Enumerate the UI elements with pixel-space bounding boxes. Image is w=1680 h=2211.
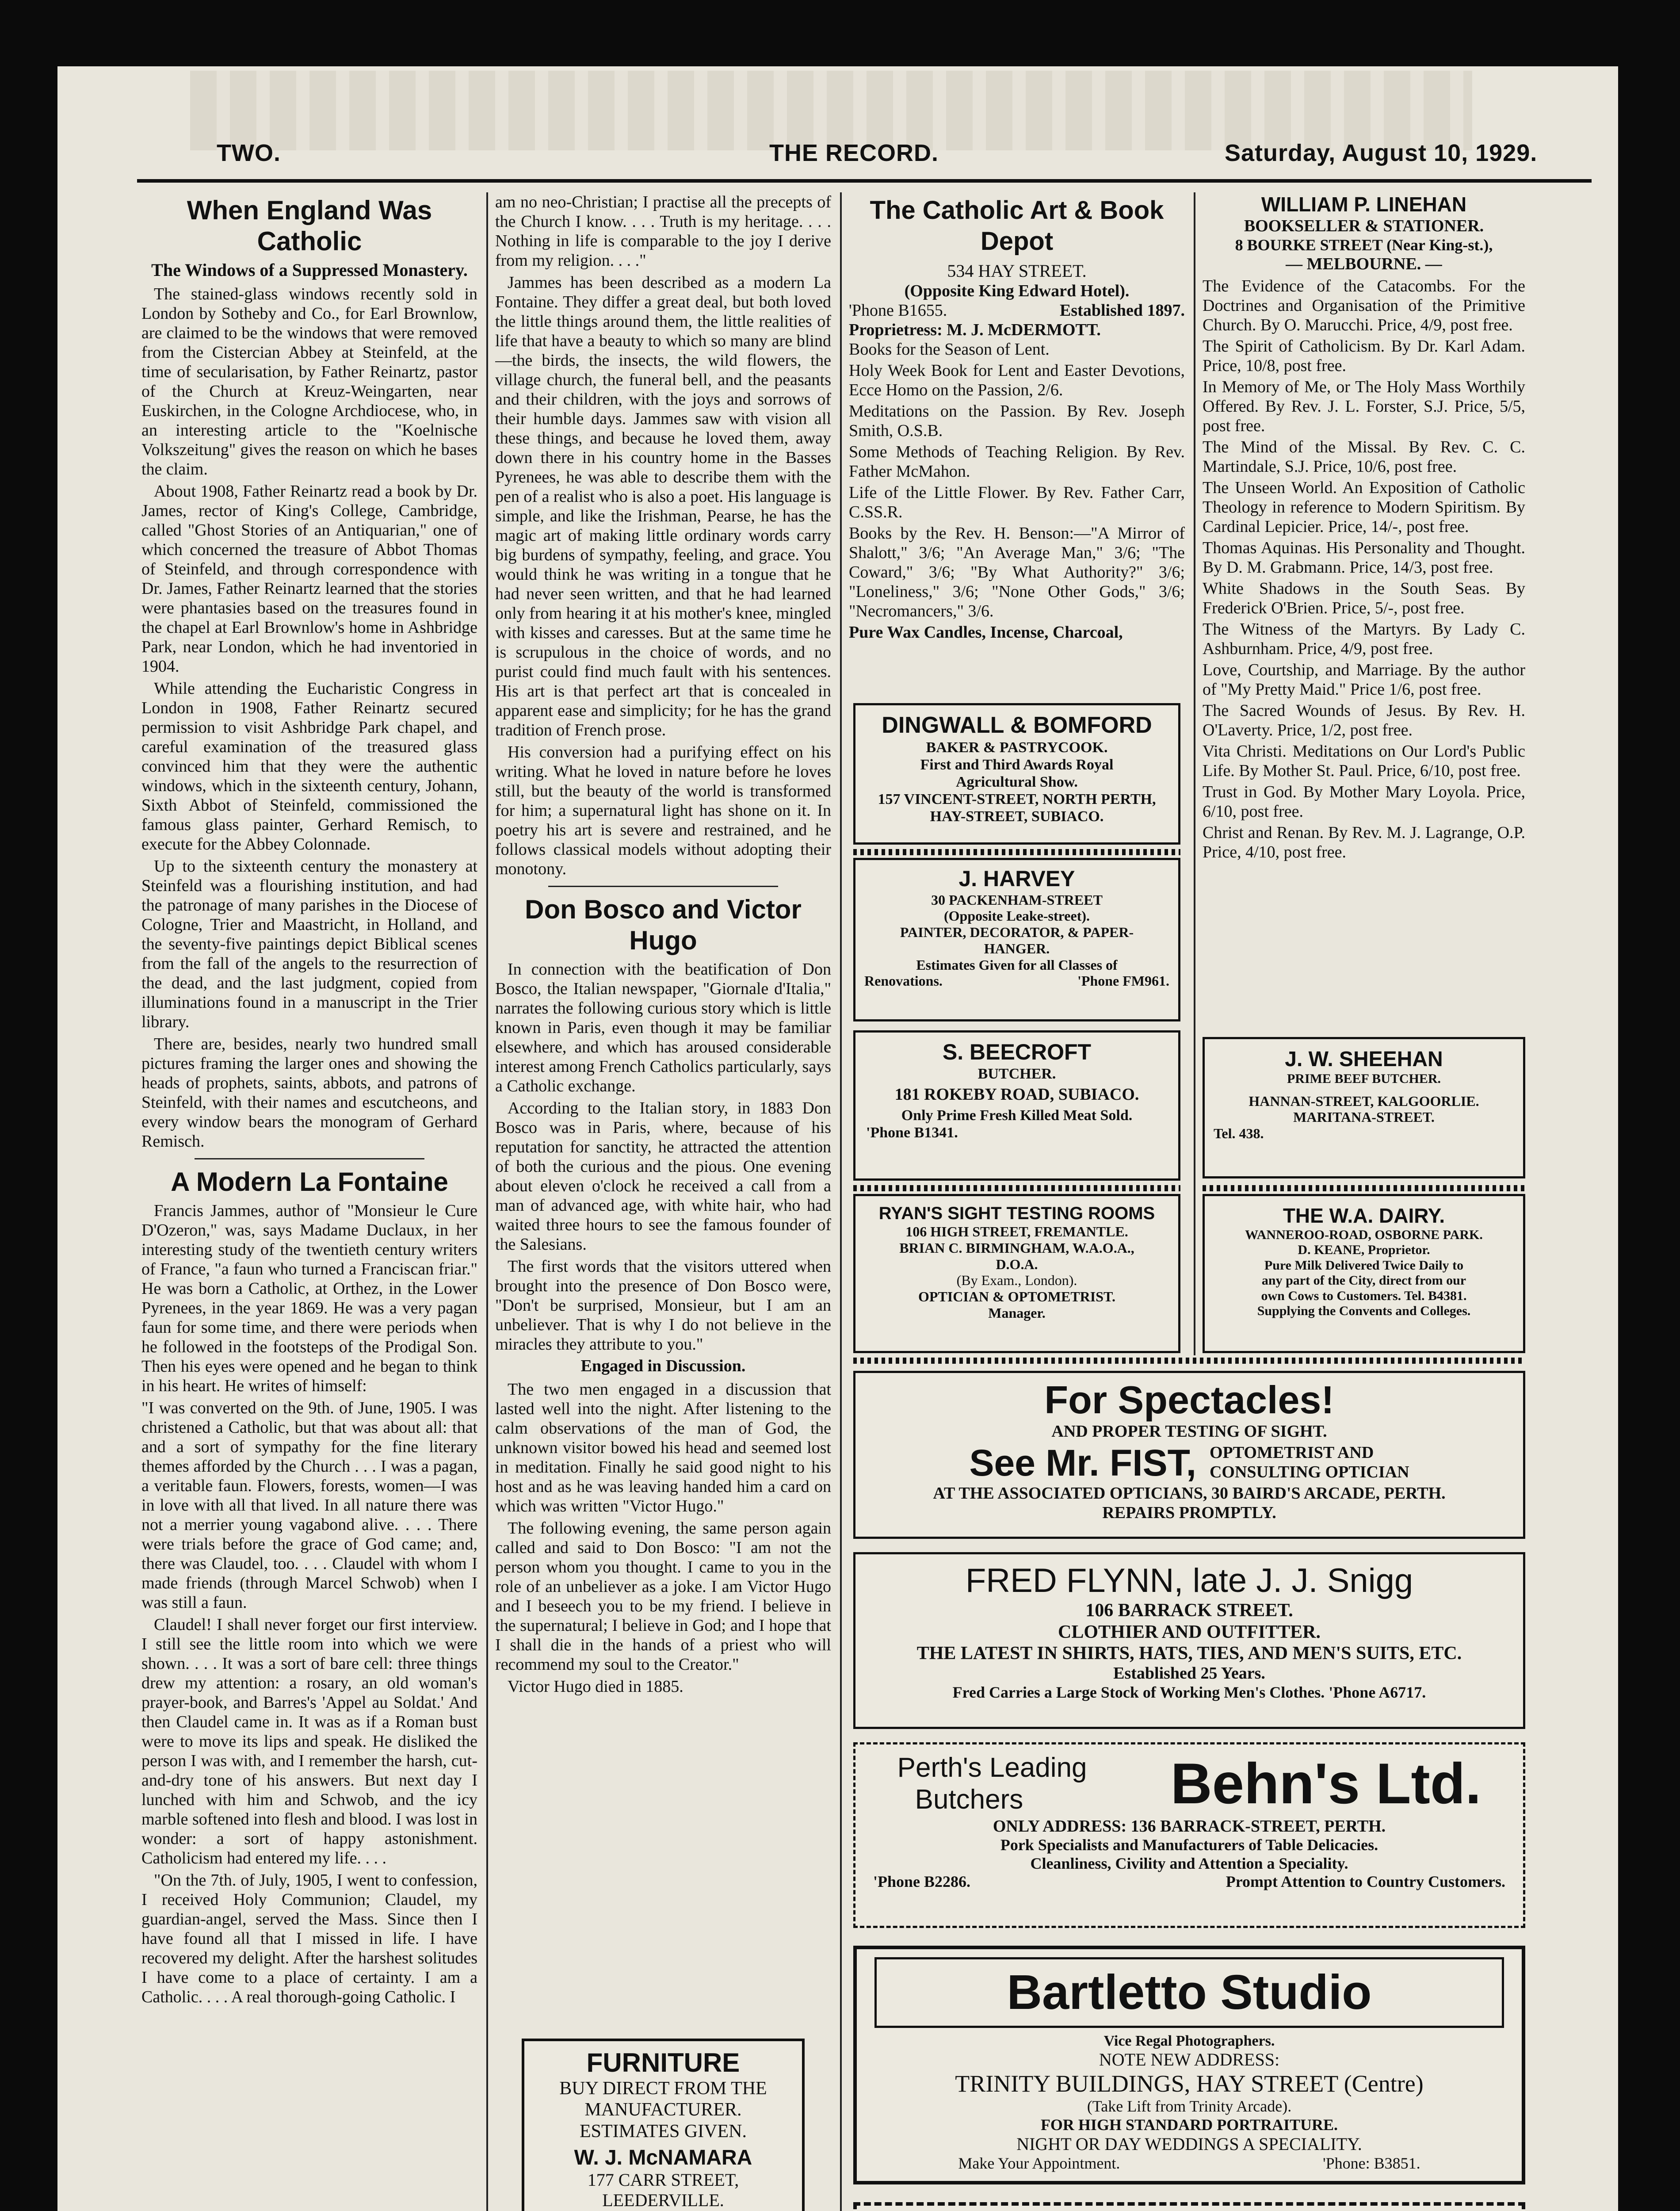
depot-phone: 'Phone B1655.	[849, 301, 947, 320]
ad-line: Pork Specialists and Manufacturers of Table Delicacies.	[1000, 1836, 1378, 1854]
ad-line: Perth's Leading	[897, 1752, 1087, 1783]
book-item: Vita Christi. Meditations on Our Lord's Public Life. By Mother St. Paul. Price, 6/10, post free.	[1203, 742, 1525, 780]
ad-line: BRIAN C. BIRMINGHAM, W.A.O.A.,	[899, 1239, 1134, 1256]
ad-line: Vice Regal Photographers.	[1103, 2033, 1275, 2049]
column-4-top	[1203, 192, 1525, 1028]
column-rule	[1194, 192, 1195, 1355]
ad-line: REPAIRS PROMPTLY.	[1102, 1503, 1276, 1522]
border-dashes	[853, 1185, 1180, 1191]
depot-item: Books for the Season of Lent.	[849, 340, 1050, 359]
paragraph: Claudel! I shall never forget our first interview. I still see the little room into which we were shown. . . . It was a sort of bare cell: three things drew my attention: a rosary, an old woman's prayer-book, and Barres's 'Appel au Soldat.' And then Claudel came in. It was as if a Roman bust were to move its lips and speak. He disliked the person I was with, and I remember the harsh, cut-and-dry tone of his answers. But next day I lunched with him and Schwob, and the icy marble softened into flesh and blood. I was lost in wonder: a sort of happy astonishment. Catholicism had entered my life. . . .	[141, 1615, 477, 1867]
ad-title: RYAN'S SIGHT TESTING ROOMS	[878, 1204, 1155, 1223]
book-item: In Memory of Me, or The Holy Mass Worthily Offered. By Rev. J. L. Forster, S.J. Price, 5/5, post free.	[1203, 378, 1525, 435]
ad-line: (Take Lift from Trinity Arcade).	[1087, 2097, 1292, 2115]
paragraph: The two men engaged in a discussion that lasted well into the night. After listening to the calm observations of the man of God, the unknown visitor bowed his head and seemed lost in meditation. Finally he said good night to his host and as he was leaving handed him a card on which was written "Victor Hugo."	[495, 1380, 831, 1515]
article-title-la-fontaine: A Modern La Fontaine	[171, 1167, 448, 1197]
depot-item: Holy Week Book for Lent and Easter Devotions, Ecce Homo on the Passion, 2/6.	[849, 361, 1185, 399]
book-item: The Sacred Wounds of Jesus. By Rev. H. O'Laverty. Price, 1/2, post free.	[1203, 701, 1525, 739]
column-1	[141, 192, 477, 2211]
ad-line: Supplying the Convents and Colleges.	[1257, 1304, 1471, 1319]
border-dashes	[853, 1358, 1525, 1364]
ad-name: W. J. McNAMARA	[574, 2146, 752, 2169]
ad-line: (Opposite Leake-street).	[944, 908, 1090, 924]
book-item: Love, Courtship, and Marriage. By the author of "My Pretty Maid." Price 1/6, post free.	[1203, 661, 1525, 699]
ad-title: For Spectacles!	[1044, 1378, 1334, 1422]
ad-line: NIGHT OR DAY WEDDINGS A SPECIALITY.	[1016, 2134, 1362, 2154]
depot-established: Established 1897.	[1060, 301, 1185, 320]
ad-ryan	[853, 1194, 1180, 1353]
ad-line: HAY-STREET, SUBIACO.	[930, 808, 1104, 825]
ad-line: NOTE NEW ADDRESS:	[1099, 2050, 1280, 2070]
ad-line: WANNEROO-ROAD, OSBORNE PARK.	[1245, 1227, 1483, 1242]
depot-item: Books by the Rev. H. Benson:—"A Mirror of Shalott," 3/6; "An Average Man," 3/6; "The Coward," 3/6; "By What Authority?" 3/6; "Loneliness," 3/6; "None Other Gods," 3/6; "Necromancers," 3/6.	[849, 524, 1185, 620]
depot-title: The Catholic Art & Book Depot	[870, 196, 1164, 256]
paragraph: Jammes has been described as a modern La Fontaine. They differ a great deal, but both loved the little things around them, the little realities of life that have a beauty to which so many are blind—the birds, the insects, the wild flowers, the village church, the funeral bell, and the peasants and their children, with the joys and sorrows of their humble days. Jammes saw with vision all these things, and because he loved them, away down there in his country home in the Basses Pyrenees, he was able to describe them with the pen of a realist who is also a poet. His language is simple, and like the Irishman, Pearse, he has the magic art of making little ordinary words carry big burdens of sympathy, feeling, and grace. You would think he was writing in a tongue that he had never seen written, and that he had learned only from hearing it at his mother's knee, mingled with kisses and caresses. But at the same time he is scrupulous in the choice of words, and no purist could find much fault with his sentences. His art is that perfect art that is concealed in apparent ease and simplicity; for he has the grand tradition of French prose.	[495, 273, 831, 739]
ad-line: Tel. 438.	[1214, 1125, 1264, 1142]
paragraph: The stained-glass windows recently sold in London by Sotheby and Co., for Earl Brownlow, are claimed to be the windows that were removed from the Cistercian Abbey at Steinfeld, at the time of secularisation, by Father Reinartz, pastor of the Church at Kreuz-Weingarten, near Euskirchen, in the Cologne Archdiocese, who, in an interesting article to the "Koelnische Volkszeitung" gives the reason on which he bases the claim.	[141, 285, 477, 478]
depot-opposite: (Opposite King Edward Hotel).	[904, 282, 1130, 300]
border-dashes	[853, 849, 1180, 855]
paragraph: About 1908, Father Reinartz read a book by Dr. James, rector of King's College, Cambridge, called "Ghost Stories of an Antiquarian," one of which concerned the treasure of Abbot Thomas of Steinfeld, and through correspondence with Dr. James, Father Reinartz learned that the stories were phantasies based on the treasures found in the chapel at Earl Brownlow's home in Ashbridge Park, near London, which he had inventoried in 1904.	[141, 482, 477, 676]
ad-line: BUY DIRECT FROM THE	[559, 2078, 767, 2099]
depot-address: 534 HAY STREET.	[947, 261, 1087, 281]
ad-fist	[853, 1371, 1525, 1539]
depot-item: Pure Wax Candles, Incense, Charcoal,	[849, 623, 1123, 642]
ad-line: 177 CARR STREET,	[587, 2170, 739, 2190]
ad-line: AT THE ASSOCIATED OPTICIANS, 30 BAIRD'S ARCADE, PERTH.	[933, 1484, 1446, 1503]
ad-phone: 'Phone FM961.	[1077, 973, 1169, 989]
article-title-bosco: Don Bosco and Victor Hugo	[525, 895, 802, 955]
ad-line: 30 PACKENHAM-STREET	[931, 891, 1103, 908]
ad-line: TRINITY BUILDINGS, HAY STREET (Centre)	[955, 2070, 1424, 2097]
ad-line: Make Your Appointment.	[958, 2154, 1120, 2172]
ad-dingwall	[853, 703, 1180, 845]
ad-line: OPTICIAN & OPTOMETRIST.	[918, 1289, 1115, 1305]
ad-line: PRIME BEEF BUTCHER.	[1287, 1071, 1441, 1086]
linehan-trade: BOOKSELLER & STATIONER.	[1244, 217, 1484, 235]
linehan-city: — MELBOURNE. —	[1286, 255, 1442, 273]
ad-line: CONSULTING OPTICIAN	[1209, 1463, 1409, 1482]
paragraph: While attending the Eucharistic Congress in London in 1908, Father Reinartz secured permission to visit Ashbridge Park chapel, and careful examination of the treasured glass convinced him that they were the authentic windows, which in the sixteenth century, Johann, Sixth Abbot of Steinfeld, commissioned the famous glass painter, Gerhard Remisch, to execute for the Abbey Colonnade.	[141, 679, 477, 853]
ad-title: FRED FLYNN, late J. J. Snigg	[965, 1562, 1413, 1599]
issue-date: Saturday, August 10, 1929.	[1225, 140, 1538, 166]
ad-line: LEEDERVILLE.	[602, 2190, 724, 2211]
ad-title: Behn's Ltd.	[1170, 1751, 1481, 1816]
ad-line: HANNAN-STREET, KALGOORLIE.	[1249, 1093, 1479, 1109]
paper-name: THE RECORD.	[769, 140, 939, 166]
ad-line: (By Exam., London).	[956, 1272, 1077, 1289]
ad-line: ONLY ADDRESS: 136 BARRACK-STREET, PERTH.	[993, 1817, 1386, 1836]
newspaper-page	[57, 66, 1618, 2211]
masthead-rule	[137, 179, 1592, 183]
book-item: The Evidence of the Catacombs. For the Doctrines and Organisation of the Primitive Church. By O. Marucchi. Price, 4/9, post free.	[1203, 277, 1525, 334]
ad-line: any part of the City, direct from our	[1261, 1273, 1466, 1288]
linehan-name: WILLIAM P. LINEHAN	[1261, 193, 1467, 216]
ad-line: First and Third Awards Royal	[920, 756, 1114, 773]
page-number: TWO.	[217, 140, 281, 166]
depot-item: Meditations on the Passion. By Rev. Joseph Smith, O.S.B.	[849, 402, 1185, 440]
ad-line: ESTIMATES GIVEN.	[580, 2121, 747, 2142]
ad-line: Fred Carries a Large Stock of Working Men's Clothes. 'Phone A6717.	[952, 1683, 1426, 1701]
ad-phone: 'Phone: B3851.	[1323, 2154, 1420, 2172]
show-through-ghost	[190, 71, 1472, 150]
column-rule	[486, 192, 488, 2211]
book-item: White Shadows in the South Seas. By Frederick O'Brien. Price, 5/-, post free.	[1203, 579, 1525, 617]
depot-phone-row	[849, 301, 1185, 320]
section-subhead: Engaged in Discussion.	[580, 1357, 746, 1375]
ad-line: Established 25 Years.	[1113, 1664, 1265, 1683]
ad-title: THE W.A. DAIRY.	[1283, 1204, 1445, 1227]
depot-proprietress: Proprietress: M. J. McDERMOTT.	[849, 321, 1101, 339]
paragraph: There are, besides, nearly two hundred small pictures framing the larger ones and showing the heads of prophets, saints, abbots, and patrons of Steinfeld, with their names and escutcheons, and every window bears the monogram of Gerhard Remisch.	[141, 1035, 477, 1151]
ad-line: BUTCHER.	[977, 1065, 1056, 1082]
ad-line: PAINTER, DECORATOR, & PAPER-	[900, 924, 1134, 941]
linehan-address: 8 BOURKE STREET (Near King-st.),	[1235, 236, 1493, 254]
ad-title: DINGWALL & BOMFORD	[882, 712, 1152, 738]
ad-line: Manager.	[988, 1304, 1046, 1321]
ad-title: S. BEECROFT	[942, 1040, 1092, 1064]
ad-line: D. KEANE, Proprietor.	[1298, 1243, 1430, 1258]
book-item: The Unseen World. An Exposition of Catholic Theology in reference to Modern Spiritism. By Cardinal Lepicier. Price, 14/-, post free.	[1203, 478, 1525, 536]
column-3-top	[849, 192, 1185, 701]
paragraph: Up to the sixteenth century the monastery at Steinfeld was a flourishing institution, and had the patronage of many parishes in the Diocese of Cologne, Trier and Maastricht, in Holland, and the seventy-five paintings depict Biblical scenes from the fall of the angels to the resurrection of the dead, and the last judgment, copied from illuminations found in a manuscript in the Trier library.	[141, 857, 477, 1031]
article-title-england: When England Was Catholic	[187, 195, 432, 256]
column-rule	[840, 192, 842, 2211]
ad-line: 106 BARRACK STREET.	[1085, 1600, 1293, 1621]
ad-line: Renovations.	[864, 973, 943, 989]
paragraph: The first words that the visitors uttered when brought into the presence of Don Bosco were, "Don't be surprised, Monsieur, but I am an unbeliever. That is why I do not believe in the miracles they attribute to you."	[495, 1257, 831, 1354]
ad-line: CLOTHIER AND OUTFITTER.	[1058, 1622, 1321, 1642]
article-subtitle-england: The Windows of a Suppressed Monastery.	[151, 260, 468, 280]
divider	[548, 886, 778, 887]
paragraph: "I was converted on the 9th. of June, 1905. I was christened a Catholic, but that was about all: that and a sort of sympathy for the fine literary themes afforded by the Church . . . I was a pagan, a veritable faun. Flowers, forests, women—I was in love with all that lived. In all nature there was not a merrier young vagabond alive. . . . There were trials before the grace of God came; and, there was Claudel, too. . . . Claudel with whom I made friends (through Marcel Schwob) when I was still a faun.	[141, 1399, 477, 1612]
paragraph: According to the Italian story, in 1883 Don Bosco was in Paris, where, because of his reputation for sanctity, he attracted the attention of both the curious and the pious. One evening about eleven o'clock he received a call from a man of advanced age, with white hair, who had waited three hours to see the famous founder of the Salesians.	[495, 1099, 831, 1254]
border-dashes	[1203, 1185, 1525, 1191]
ad-line: Pure Milk Delivered Twice Daily to	[1264, 1258, 1464, 1273]
book-item: Thomas Aquinas. His Personality and Thought. By D. M. Grabmann. Price, 14/3, post free.	[1203, 539, 1525, 577]
ad-line: 181 ROKEBY ROAD, SUBIACO.	[894, 1085, 1139, 1104]
paragraph: The following evening, the same person again called and said to Don Bosco: "I am not the person whom you thought. I came to you in the role of an unbeliever as a joke. I am Victor Hugo and I beseech you to be my friend. I believe in the supernatural; I believe in God; and I hope that I shall die in the hands of a priest who will recommend my soul to the Creator."	[495, 1519, 831, 1674]
ad-title: J. W. SHEEHAN	[1285, 1048, 1443, 1071]
paragraph: am no neo-Christian; I practise all the precepts of the Church I know. . . . Truth is my heritage. . . . Nothing in life is comparable to the joy I derive from my religion. . . ."	[495, 193, 831, 270]
ad-bartletto	[853, 1946, 1525, 2184]
ad-title: Bartletto Studio	[874, 1957, 1504, 2028]
ad-line: Butchers	[915, 1784, 1023, 1815]
ad-line: own Cows to Customers. Tel. B4381.	[1261, 1288, 1467, 1303]
ad-line: THE LATEST IN SHIRTS, HATS, TIES, AND MEN'S SUITS, ETC.	[916, 1643, 1462, 1664]
ad-flynn	[853, 1552, 1525, 1729]
ad-furniture	[522, 2039, 805, 2211]
ad-line: BAKER & PASTRYCOOK.	[926, 739, 1108, 756]
ad-line: Only Prime Fresh Killed Meat Sold.	[901, 1107, 1133, 1124]
ad-line: MARITANA-STREET.	[1293, 1109, 1435, 1125]
ad-harvey	[853, 858, 1180, 1021]
ad-line: MANUFACTURER.	[584, 2100, 742, 2120]
ad-line: Prompt Attention to Country Customers.	[1226, 1872, 1505, 1890]
ad-line: Agricultural Show.	[956, 773, 1078, 790]
ad-sheehan	[1203, 1037, 1525, 1178]
ad-phone: 'Phone B2286.	[873, 1872, 971, 1890]
column-2	[495, 192, 831, 2211]
paragraph: Victor Hugo died in 1885.	[508, 1677, 683, 1696]
ad-phone: 'Phone B1341.	[866, 1125, 958, 1141]
ad-behn	[853, 1742, 1525, 1928]
paragraph: Francis Jammes, author of "Monsieur le Cure D'Ozeron," was, says Madame Duclaux, in her interesting study of the twentieth century writers of France, "a faun who turned a Franciscan friar." He was born a Catholic, at Orthez, in the Lower Pyrenees, in the year 1869. He was a very pagan faun for some time, and there were periods when he followed in the footsteps of the Prodigal Son. Then his eyes were opened and he began to think in his heart. He writes of himself:	[141, 1201, 477, 1395]
book-item: Trust in God. By Mother Mary Loyola. Price, 6/10, post free.	[1203, 783, 1525, 821]
ad-title: J. HARVEY	[958, 866, 1075, 891]
ad-line: AND PROPER TESTING OF SIGHT.	[1051, 1422, 1327, 1441]
paragraph: His conversion had a purifying effect on his writing. What he loved in nature before he loves still, but the beauty of the world is transformed for him; a supernatural light has shone on it. In poetry his art is severe and restrained, and he follows classical models without adopting their monotony.	[495, 743, 831, 878]
divider	[195, 1158, 424, 1159]
ad-line: HANGER.	[984, 940, 1050, 956]
ad-title: FURNITURE	[586, 2048, 740, 2077]
ad-line: FOR HIGH STANDARD PORTRAITURE.	[1040, 2115, 1338, 2134]
paragraph: "On the 7th. of July, 1905, I went to confession, I received Holy Communion; Claudel, my guardian-angel, served the Mass. Since then I have found all that I missed in life. I have recovered my delight. After the harshest solitudes I have come to a place of certainty. I am a Catholic. . . . A real thorough-going Catholic. I	[141, 1871, 477, 2006]
ad-duffs	[853, 2202, 1525, 2211]
ad-line: Estimates Given for all Classes of	[916, 956, 1118, 973]
ad-line: D.O.A.	[996, 1256, 1038, 1272]
ad-line: OPTOMETRIST AND	[1209, 1443, 1374, 1462]
paragraph: In connection with the beatification of Don Bosco, the Italian newspaper, "Giornale d'Italia," narrates the following curious story which is little known in Paris, even though it may be familiar elsewhere, and which has aroused considerable interest among French Catholics particularly, says a Catholic exchange.	[495, 960, 831, 1095]
ad-headline: See Mr. FIST,	[969, 1442, 1196, 1484]
book-item: The Mind of the Missal. By Rev. C. C. Martindale, S.J. Price, 10/6, post free.	[1203, 438, 1525, 476]
book-item: The Spirit of Catholicism. By Dr. Karl Adam. Price, 10/8, post free.	[1203, 337, 1525, 375]
ad-wa-dairy	[1203, 1194, 1525, 1353]
ad-line: Cleanliness, Civility and Attention a Speciality.	[1030, 1854, 1348, 1872]
book-item: The Witness of the Martyrs. By Lady C. Ashburnham. Price, 4/9, post free.	[1203, 620, 1525, 658]
masthead	[57, 66, 1618, 168]
depot-item: Some Methods of Teaching Religion. By Rev. Father McMahon.	[849, 443, 1185, 481]
ad-beecroft	[853, 1030, 1180, 1181]
ad-line: 106 HIGH STREET, FREMANTLE.	[905, 1224, 1128, 1239]
book-item: Christ and Renan. By Rev. M. J. Lagrange, O.P. Price, 4/10, post free.	[1203, 823, 1525, 861]
depot-item: Life of the Little Flower. By Rev. Father Carr, C.SS.R.	[849, 483, 1185, 521]
ad-line: 157 VINCENT-STREET, NORTH PERTH,	[878, 791, 1156, 808]
